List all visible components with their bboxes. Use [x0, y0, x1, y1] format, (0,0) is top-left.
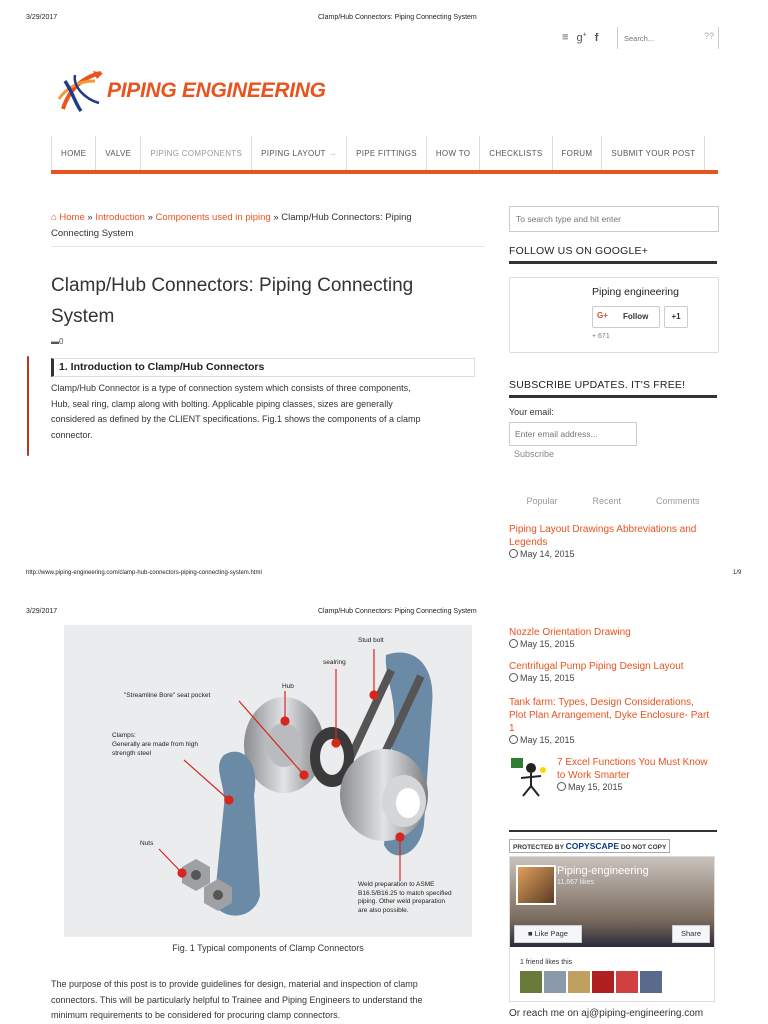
clock-icon	[509, 735, 518, 744]
label-sealring: sealring	[323, 659, 346, 666]
page-title-line1: Clamp/Hub Connectors: Piping Connecting	[51, 275, 414, 296]
list-item[interactable]	[509, 626, 717, 649]
purpose-line: connectors. This will be particularly helpful to Trainee and Piping Engineers to understand the	[51, 994, 423, 1005]
post-date: May 15, 2015	[520, 735, 575, 745]
purpose-line: minimum requirements to be considered for procuring clamp connectors.	[51, 1010, 341, 1020]
avatar	[516, 865, 556, 905]
print-page-number: 1/9	[733, 570, 742, 576]
avatar[interactable]	[616, 971, 638, 993]
excel-thumbnail-icon	[509, 756, 551, 798]
tab-popular[interactable]: Popular	[526, 496, 558, 506]
label-weld-line: B16.5/B16.25 to match specified	[358, 889, 452, 897]
clock-icon	[509, 639, 518, 648]
fb-friend-avatars	[520, 971, 662, 993]
reach-email[interactable]: Or reach me on aj@piping-engineering.com	[509, 1008, 704, 1019]
gplus-count: + 671	[592, 333, 610, 340]
label-clamps	[112, 731, 198, 758]
facebook-widget	[509, 856, 715, 1002]
label-clamps-line: Generally are made from high	[112, 741, 198, 748]
breadcrumb-components[interactable]: Components used in piping	[155, 212, 271, 223]
nav-valve[interactable]: VALVE	[96, 136, 141, 170]
copyscape-divider	[509, 830, 717, 832]
clock-icon	[557, 782, 566, 791]
sidebar-search-box	[509, 206, 719, 232]
gplus-follow-button[interactable]	[592, 306, 660, 328]
intro-line: connector.	[51, 429, 93, 440]
subscribe-title: SUBSCRIBE UPDATES. IT'S FREE!	[509, 379, 686, 391]
copyscape-badge[interactable]	[509, 839, 670, 853]
nav-piping-layout[interactable]	[252, 136, 347, 170]
label-clamps-line: strength steel	[112, 750, 152, 757]
copyscape-brand: COPYSCAPE	[565, 841, 619, 851]
section-heading-text: 1. Introduction to Clamp/Hub Connectors	[59, 361, 265, 373]
follow-title: FOLLOW US ON GOOGLE+	[509, 245, 649, 257]
help-label[interactable]: ??	[703, 31, 714, 41]
clock-icon	[509, 549, 518, 558]
label-weld	[358, 881, 452, 915]
logo-icon	[55, 69, 105, 115]
tab-comments[interactable]: Comments	[655, 496, 700, 506]
post-title[interactable]: Nozzle Orientation Drawing	[509, 627, 631, 638]
section-heading	[51, 358, 475, 377]
intro-line: Hub, seal ring, clamp along with bolting. Applicable piping classes, sizes are generally	[51, 398, 393, 409]
gplus-name[interactable]: Piping engineering	[592, 286, 679, 298]
comment-icon: ▬	[51, 337, 59, 346]
intro-line: Clamp/Hub Connector is a type of connection system which consists of three components,	[51, 383, 411, 393]
page-title-line2: System	[51, 306, 115, 327]
clamp-connector-figure	[64, 625, 472, 937]
post-date: May 15, 2015	[520, 673, 575, 683]
print-url: http://www.piping-engineering.com/clamp-hub-connectors-piping-connecting-system.html	[26, 570, 262, 576]
purpose-line: The purpose of this post is to provide guidelines for design, material and inspection of clamp	[51, 979, 418, 989]
home-icon: ⌂	[51, 212, 57, 223]
avatar[interactable]	[520, 971, 542, 993]
search-input[interactable]	[622, 31, 690, 45]
nav-piping-components[interactable]: PIPING COMPONENTS	[141, 136, 252, 170]
avatar[interactable]	[592, 971, 614, 993]
breadcrumb	[51, 210, 481, 242]
copyscape-prefix: PROTECTED BY	[513, 844, 564, 851]
post-title[interactable]: to Work Smarter	[557, 770, 630, 781]
list-item[interactable]	[509, 523, 717, 559]
post-title[interactable]: Piping Layout Drawings Abbreviations and	[509, 524, 697, 535]
list-item[interactable]	[509, 756, 717, 800]
post-title[interactable]: Plot Plan Arrangement, Dyke Enclosure- Part	[509, 710, 710, 721]
fb-share-button[interactable]: Share	[672, 925, 710, 943]
avatar[interactable]	[568, 971, 590, 993]
nav-checklists[interactable]: CHECKLISTS	[480, 136, 552, 170]
fb-friend-likes: 1 friend likes this	[520, 959, 573, 966]
post-title[interactable]: Centrifugal Pump Piping Design Layout	[509, 661, 684, 672]
fb-like-label: Like Page	[534, 929, 568, 938]
nav-how-to[interactable]: HOW TO	[427, 136, 480, 170]
email-input[interactable]	[513, 427, 635, 441]
rss-icon[interactable]: ≡	[562, 31, 569, 44]
subscribe-title-underline	[509, 395, 717, 398]
fb-like-button[interactable]	[514, 925, 582, 943]
page-title	[51, 270, 413, 332]
breadcrumb-sep: »	[87, 212, 93, 223]
print-title-2: Clamp/Hub Connectors: Piping Connecting System	[318, 608, 477, 615]
breadcrumb-sep: »	[273, 212, 279, 223]
list-item[interactable]	[509, 660, 717, 683]
comment-count-value: 0	[59, 337, 64, 346]
breadcrumb-current-2: Connecting System	[51, 228, 134, 239]
gplus-plus1-button[interactable]: +1	[664, 306, 688, 328]
accent-bar	[27, 356, 29, 456]
clock-icon	[509, 673, 518, 682]
figure-caption: Fig. 1 Typical components of Clamp Connectors	[172, 943, 364, 953]
label-hub: Hub	[282, 683, 294, 690]
intro-paragraph	[51, 381, 481, 443]
label-stud-bolt: Stud bolt	[358, 637, 384, 644]
search-area	[617, 27, 719, 49]
logo-text: PIPING ENGINEERING	[107, 79, 326, 102]
subscribe-button[interactable]: Subscribe	[514, 449, 555, 459]
breadcrumb-current: Clamp/Hub Connectors: Piping	[281, 212, 412, 223]
post-title[interactable]: 1	[509, 723, 515, 734]
post-date: May 15, 2015	[520, 639, 575, 649]
facebook-icon[interactable]: f	[594, 31, 599, 44]
list-item[interactable]	[509, 696, 723, 745]
post-title[interactable]: 7 Excel Functions You Must Know	[557, 757, 708, 768]
google-plus-icon: G+	[597, 311, 608, 320]
google-plus-icon[interactable]: g+	[576, 31, 587, 44]
comment-count[interactable]	[51, 337, 63, 346]
print-date-2: 3/29/2017	[26, 608, 58, 615]
post-date: May 14, 2015	[520, 549, 575, 559]
print-title: Clamp/Hub Connectors: Piping Connecting System	[318, 14, 477, 21]
gplus-follow-label: Follow	[623, 312, 649, 321]
label-weld-line: Weld preparation to ASME	[358, 881, 435, 888]
post-title[interactable]: Tank farm: Types, Design Considerations,	[509, 697, 694, 708]
print-date: 3/29/2017	[26, 14, 58, 21]
site-logo[interactable]	[55, 69, 326, 120]
breadcrumb-home[interactable]: Home	[59, 212, 85, 223]
post-date: May 15, 2015	[568, 782, 623, 792]
label-clamps-line: Clamps:	[112, 732, 136, 739]
post-title[interactable]: Legends	[509, 537, 548, 548]
email-box	[509, 422, 637, 446]
nav-piping-layout-label: PIPING LAYOUT	[261, 148, 326, 158]
intro-line: considered as defined by the CLIENT specifications. Fig.1 shows the components of a clamp	[51, 414, 421, 424]
purpose-paragraph	[51, 977, 481, 1024]
fb-page-name[interactable]: Piping-engineering	[557, 865, 649, 877]
breadcrumb-intro[interactable]: Introduction	[95, 212, 145, 223]
nav-submit-post[interactable]: SUBMIT YOUR POST	[602, 136, 705, 170]
avatar[interactable]	[640, 971, 662, 993]
main-nav	[51, 136, 718, 174]
fb-likes: 11,667 likes	[557, 879, 594, 886]
follow-title-underline	[509, 261, 717, 264]
social-icons	[562, 31, 598, 44]
nav-pipe-fittings[interactable]: PIPE FITTINGS	[347, 136, 427, 170]
label-weld-line: piping. Other weld preparation	[358, 898, 446, 905]
breadcrumb-sep: »	[147, 212, 153, 223]
google-plus-widget	[509, 277, 719, 353]
label-nuts: Nuts	[140, 840, 154, 847]
sidebar-tabs	[509, 496, 717, 506]
label-weld-line: are also possible.	[358, 906, 409, 914]
copyscape-suffix: DO NOT COPY	[620, 844, 667, 851]
tab-recent[interactable]: Recent	[592, 496, 622, 506]
label-seat-pocket: "Streamline Bore" seat pocket	[124, 692, 211, 699]
nav-home[interactable]: HOME	[51, 136, 96, 170]
sidebar-search-input[interactable]	[514, 212, 716, 226]
email-label: Your email:	[509, 407, 554, 417]
nav-forum[interactable]: FORUM	[553, 136, 603, 170]
avatar[interactable]	[544, 971, 566, 993]
chevron-down-icon: →	[328, 148, 338, 158]
thumbs-up-icon: ■	[528, 929, 533, 938]
